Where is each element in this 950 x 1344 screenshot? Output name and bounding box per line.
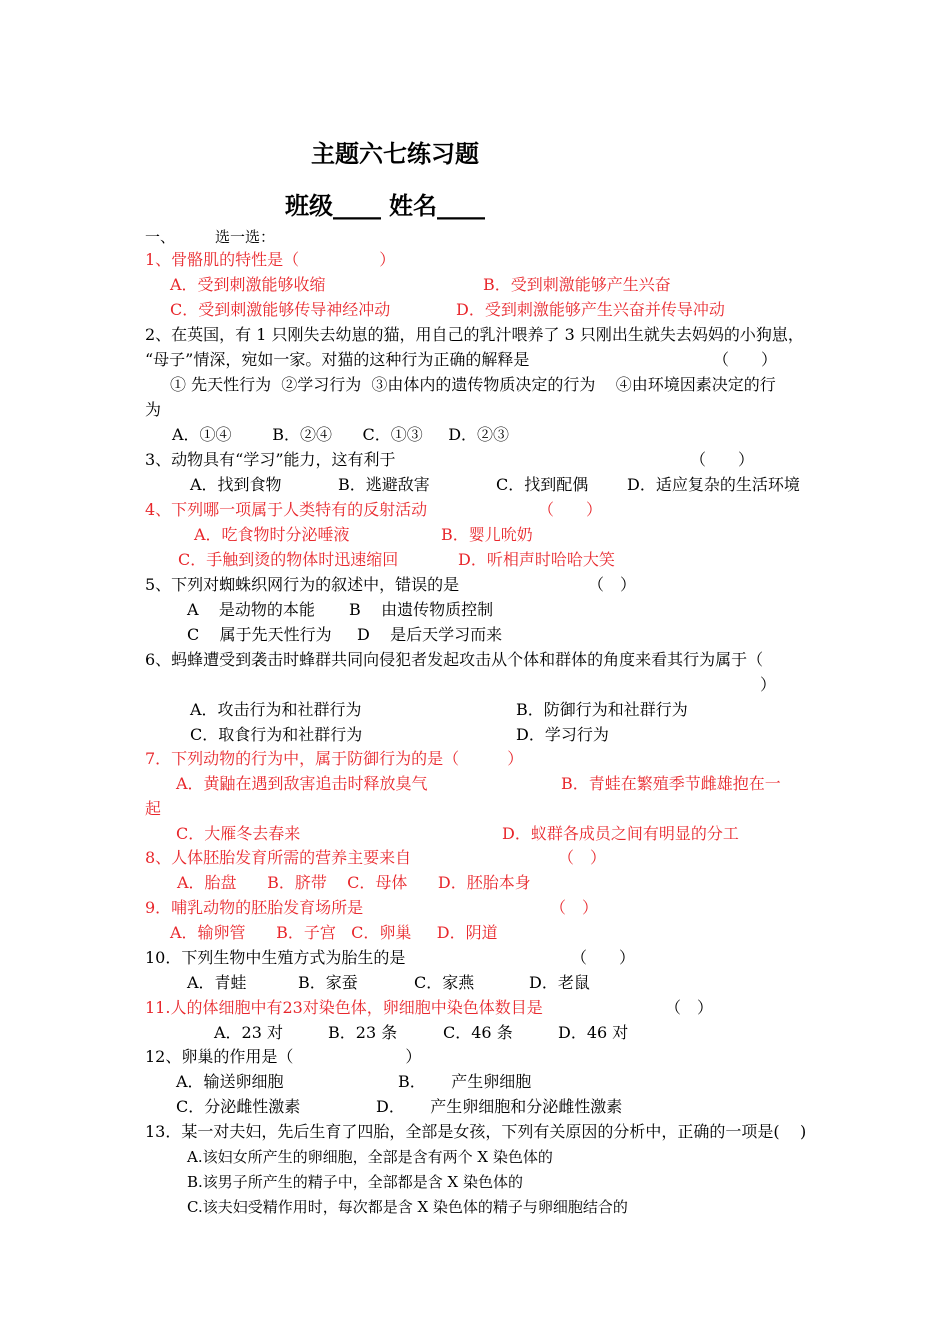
q10-option-c: C．家燕 [414,973,475,992]
q13-option-a: A.该妇女所产生的卵细胞，全部是含有两个 X 染色体的 [187,1148,553,1166]
q2-stem-line2: “母子”情深，宛如一家。对猫的这种行为正确的解释是 [145,350,530,369]
page-title: 主题六七练习题 [311,139,479,168]
name-blank[interactable]: ____ [437,191,485,220]
q6-option-c: C．取食行为和社群行为 [190,725,363,744]
class-name-line [285,186,485,221]
q7-stem: 7．下列动物的行为中，属于防御行为的是（ ） [145,749,524,768]
q1-option-c: C．受到刺激能够传导神经冲动 [170,300,391,319]
q1-option-b: B．受到刺激能够产生兴奋 [483,275,671,294]
q3-option-c: C．找到配偶 [496,475,589,494]
q13-option-b: B.该男子所产生的精子中，全部都是含 X 染色体的 [187,1173,524,1191]
q9-stem: 9．哺乳动物的胚胎发育场所是 [145,898,364,917]
q1-option-a: A．受到刺激能够收缩 [170,275,326,294]
q5-stem: 5、下列对蜘蛛织网行为的叙述中，错误的是 [145,575,460,594]
q13-option-c: C.该夫妇受精作用时，每次都是含 X 染色体的精子与卵细胞结合的 [187,1198,628,1216]
q11-option-c: C．46 条 [443,1023,513,1042]
q8-stem: 8、人体胚胎发育所需的营养主要来自 [145,848,412,867]
q11-option-b: B．23 条 [328,1023,398,1042]
q2-stem-line1: 2、在英国，有 1 只刚失去幼崽的猫，用自己的乳汁喂养了 3 只刚出生就失去妈妈的小狗崽， [145,325,804,344]
q4-option-b: B．婴儿吮奶 [441,525,533,544]
q12-stem: 12、卵巢的作用是（ ） [145,1047,422,1066]
q13-stem: 13．某一对夫妇，先后生育了四胎，全部是女孩，下列有关原因的分析中，正确的一项是( ) [145,1122,807,1141]
q6-answer-close: ） [760,675,777,694]
q3-option-a: A．找到食物 [190,475,282,494]
q8-answer-paren: （ ） [558,848,607,867]
section-label: 选一选： [215,228,276,246]
q2-items-line1: ① 先天性行为 ②学习行为 ③由体内的遗传物质决定的行为 ④由环境因素决定的行 [170,375,776,394]
q11-option-d: D．46 对 [558,1023,629,1042]
q1-option-d: D．受到刺激能够产生兴奋并传导冲动 [456,300,725,319]
q6-option-a: A．攻击行为和社群行为 [190,700,362,719]
q4-option-c: C．手触到烫的物体时迅速缩回 [178,550,399,569]
q8-options: A．胎盘 B．脐带 C．母体 D．胚胎本身 [177,873,531,892]
section-number: 一、 [145,228,176,246]
q12-option-d: D． 产生卵细胞和分泌雌性激素 [376,1097,623,1116]
q10-option-a: A．青蛙 [187,973,247,992]
q7-option-b-cont: 起 [145,799,162,818]
section-header [145,226,275,248]
q12-option-a: A．输送卵细胞 [176,1072,284,1091]
q6-option-b: B．防御行为和社群行为 [516,700,688,719]
q10-option-b: B．家蚕 [298,973,358,992]
q3-option-b: B．逃避敌害 [338,475,430,494]
q7-option-a: A．黄鼬在遇到敌害追击时释放臭气 [176,774,428,793]
q3-stem: 3、动物具有“学习”能力，这有利于 [145,450,396,469]
q9-answer-paren: （ ） [550,898,599,917]
q5-option-b: B 由遗传物质控制 [349,600,494,619]
q4-answer-paren: （ ） [538,500,603,519]
class-blank[interactable]: ____ [333,191,381,220]
q3-option-d: D．适应复杂的生活环境 [627,475,800,494]
q3-answer-paren: （ ） [690,450,755,469]
q2-items-line2: 为 [145,400,162,419]
name-label: 姓名 [389,191,437,220]
q6-option-d: D．学习行为 [516,725,609,744]
q9-options: A．输卵管 B．子宫 C．卵巢 D．阴道 [170,923,498,942]
q6-stem: 6、蚂蜂遭受到袭击时蜂群共同向侵犯者发起攻击从个体和群体的角度来看其行为属于（ [145,650,764,669]
q10-stem: 10．下列生物中生殖方式为胎生的是 [145,948,406,967]
q7-option-c: C．大雁冬去春来 [176,824,301,843]
q5-option-a: A 是动物的本能 [187,600,315,619]
q5-answer-paren: （ ） [588,575,637,594]
q7-option-b: B．青蛙在繁殖季节雌雄抱在一 [561,774,781,793]
q11-answer-paren: （ ） [665,998,714,1017]
q1-stem: 1、骨骼肌的特性是（ ） [145,250,396,269]
q4-option-a: A．吃食物时分泌唾液 [194,525,350,544]
q2-options: A．①④ B．②④ C．①③ D．②③ [172,425,510,444]
q12-option-c: C．分泌雌性激素 [176,1097,301,1116]
q4-stem: 4、下列哪一项属于人类特有的反射活动 [145,500,428,519]
q10-answer-paren: （ ） [571,948,636,967]
q5-option-c: C 属于先天性行为 [187,625,332,644]
q2-answer-paren: （ ） [713,350,778,369]
q10-option-d: D．老鼠 [529,973,590,992]
q11-option-a: A．23 对 [214,1023,284,1042]
class-label: 班级 [285,191,333,220]
q12-option-b: B． 产生卵细胞 [398,1072,532,1091]
q5-option-d: D 是后天学习而来 [357,625,503,644]
q7-option-d: D．蚁群各成员之间有明显的分工 [502,824,739,843]
q11-stem: 11.人的体细胞中有23对染色体，卵细胞中染色体数目是 [145,998,543,1017]
q4-option-d: D．听相声时哈哈大笑 [458,550,615,569]
